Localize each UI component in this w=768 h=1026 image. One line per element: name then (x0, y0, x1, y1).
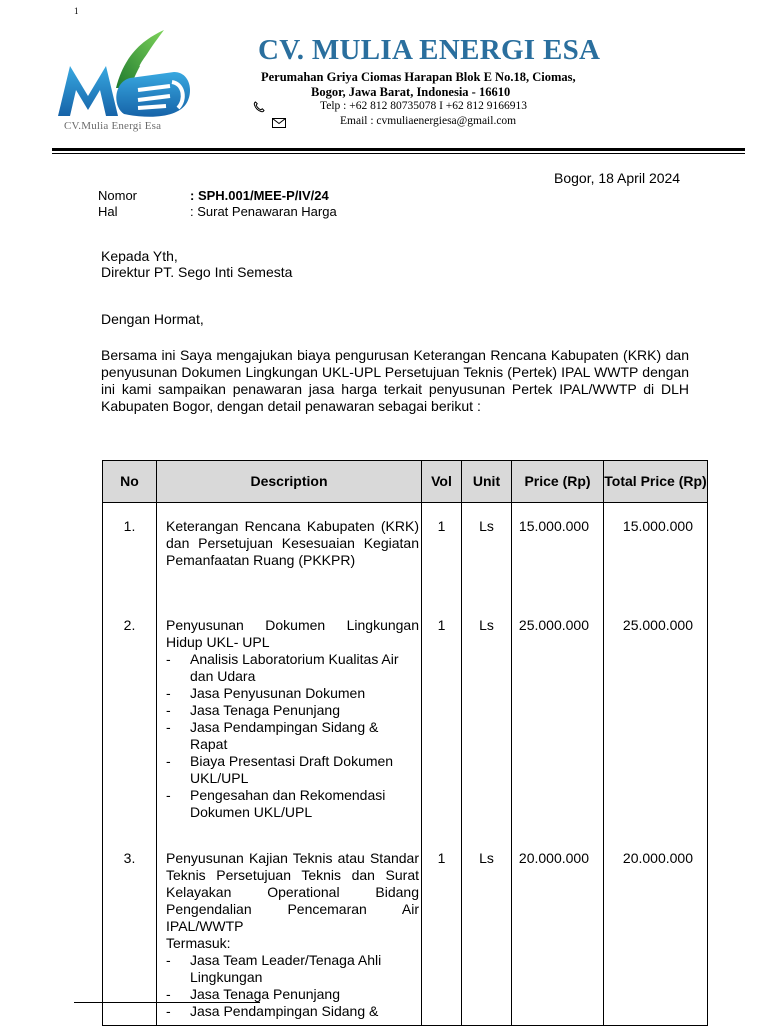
footnote-separator (74, 1002, 260, 1003)
nomor-label: Nomor (98, 188, 138, 203)
table-row (103, 602, 708, 835)
row-vol: 1 (422, 602, 462, 835)
nomor-value: : SPH.001/MEE-P/IV/24 (190, 188, 329, 203)
email-address: Email : cvmuliaenergiesa@gmail.com (340, 115, 517, 127)
row-price: 25.000.000 (512, 602, 604, 835)
header-total: Total Price (Rp) (604, 461, 708, 503)
place-date: Bogor, 18 April 2024 (554, 170, 681, 186)
salutation: Dengan Hormat, (101, 311, 204, 327)
list-item: - Jasa Team Leader/Tenaga Ahli Lingkungan (166, 952, 419, 986)
item-subtitle: Termasuk: (166, 935, 231, 951)
item-title: Penyusunan Kajian Teknis atau Standar Teknis Persetujuan Teknis dan Surat Kelayakan Operational Bidang Pengendalian Pencemaran Air IPAL/WWTP (166, 850, 419, 934)
row-number: 2. (103, 602, 157, 835)
row-description (157, 835, 422, 1026)
list-item: - Jasa Tenaga Penunjang (166, 986, 419, 1003)
header-price: Price (Rp) (512, 461, 604, 503)
address-line-1: Perumahan Griya Ciomas Harapan Blok E No.18, Ciomas, (261, 70, 576, 84)
mail-icon (272, 118, 286, 128)
row-vol: 1 (422, 835, 462, 1026)
recipient-name: Direktur PT. Sego Inti Semesta (101, 264, 293, 280)
logo-caption: CV.Mulia Energi Esa (64, 120, 162, 132)
header-vol: Vol (422, 461, 462, 503)
list-item: - Jasa Tenaga Penunjang (166, 702, 419, 719)
row-vol: 1 (422, 503, 462, 603)
phone-icon (253, 101, 265, 113)
row-unit: Ls (462, 835, 512, 1026)
list-item: - Jasa Pendampingan Sidang & Rapat (166, 719, 419, 753)
row-total: 20.000.000 (604, 835, 708, 1026)
list-item: - Pengesahan dan Rekomendasi Dokumen UKL/UPL (166, 787, 419, 821)
item-sublist (166, 952, 419, 1020)
row-number: 1. (103, 503, 157, 603)
address-line-2: Bogor, Jawa Barat, Indonesia - 16610 (311, 85, 511, 99)
row-unit: Ls (462, 503, 512, 603)
row-total: 25.000.000 (604, 602, 708, 835)
hal-value: : Surat Penawaran Harga (190, 204, 337, 219)
row-description (157, 602, 422, 835)
phone-numbers: Telp : +62 812 80735078 I +62 812 9166913 (320, 100, 528, 112)
hal-label: Hal (98, 204, 118, 219)
table-row (103, 835, 708, 1026)
row-price: 20.000.000 (512, 835, 604, 1026)
header-description: Description (157, 461, 422, 503)
header-divider-thick (52, 148, 745, 151)
recipient-greeting: Kepada Yth, (101, 248, 178, 264)
item-title: Keterangan Rencana Kabupaten (KRK) dan Persetujuan Kesesuaian Kegiatan Pemanfaatan Ruang (PKKPR) (166, 518, 419, 568)
row-unit: Ls (462, 602, 512, 835)
row-total: 15.000.000 (604, 503, 708, 603)
row-number: 3. (103, 835, 157, 1026)
page-number: 1 (74, 6, 79, 16)
header-unit: Unit (462, 461, 512, 503)
row-description (157, 503, 422, 603)
item-title: Penyusunan Dokumen Lingkungan Hidup UKL- UPL (166, 617, 419, 650)
price-offer-table (102, 460, 708, 1026)
item-sublist (166, 651, 419, 821)
list-item: - Jasa Penyusunan Dokumen (166, 685, 419, 702)
list-item: - Biaya Presentasi Draft Dokumen UKL/UPL (166, 753, 419, 787)
table-row (103, 503, 708, 603)
header-no: No (103, 461, 157, 503)
row-price: 15.000.000 (512, 503, 604, 603)
intro-paragraph: Bersama ini Saya mengajukan biaya pengurusan Keterangan Rencana Kabupaten (KRK) dan penyusunan Dokumen Lingkungan UKL-UPL Persetujuan Teknis (Pertek) IPAL WWTP dengan ini kami sampaikan penawaran jasa harga terkait penyusunan Pertek IPAL/WWTP di DLH Kabupaten Bogor, dengan detail penawaran sebagai berikut : (101, 347, 689, 414)
list-item: - Jasa Pendampingan Sidang & (166, 1003, 419, 1020)
header-divider-thin (52, 153, 745, 154)
company-name: CV. MULIA ENERGI ESA (258, 34, 601, 66)
list-item: - Analisis Laboratorium Kualitas Air dan Udara (166, 651, 419, 685)
table-header-row (103, 461, 708, 503)
